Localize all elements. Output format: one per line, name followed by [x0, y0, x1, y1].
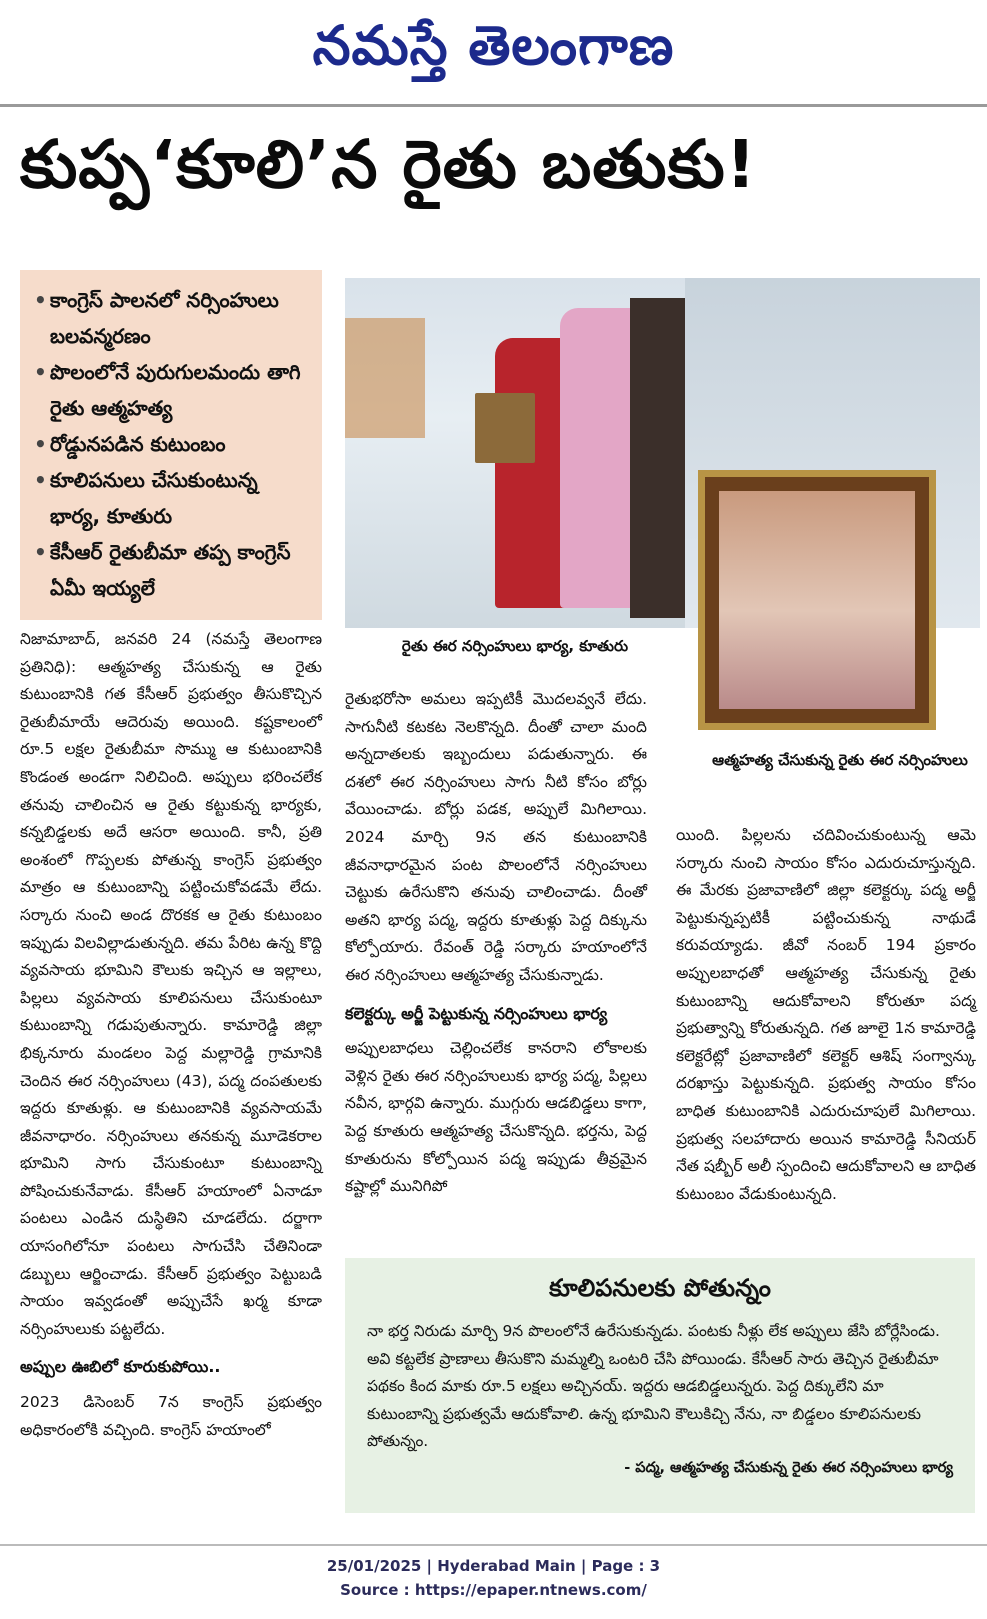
- highlight-item: • కూలిపనులు చేసుకుంటున్న భార్య, కూతురు: [36, 462, 312, 534]
- highlight-item: • పొలంలోనే పురుగులమందు తాగి రైతు ఆత్మహత్య: [36, 354, 312, 426]
- masthead-logo: నమస్తే తెలంగాణ: [312, 14, 675, 77]
- footer-divider: [0, 1544, 987, 1546]
- quote-attribution: - పద్మ, ఆత్మహత్య చేసుకున్న రైతు ఈర నర్సింహులు భార్య: [624, 1459, 953, 1476]
- highlight-item: • రోడ్డునపడిన కుటుంబం: [36, 426, 312, 462]
- article-subhead: కలెక్టర్కు అర్జీ పెట్టుకున్న నర్సింహులు భార్య: [345, 1003, 608, 1023]
- article-paragraph: రైతుభరోసా అమలు ఇప్పటికీ మొదలవ్వనే లేదు. సాగునీటి కటకట నెలకొన్నది. దీంతో చాలా మంది అన్నదాతలకు ఇబ్బందులు పడుతున్నారు. ఈ దశలో ఈర నర్సింహులు సాగు నీటి కోసం బోర్లు వేయించాడు. బోర్లు పడక, అప్పులే మిగిలాయి. 2024 మార్చి 9న తన కుటుంబానికి జీవనాధారమైన పంట పొలంలోనే నర్సింహులు చెట్టుకు ఉరేసుకొని తనువు చాలించాడు. దీంతో అతని భార్య పద్మ, ఇద్దరు కూతుళ్లు పెద్ద దిక్కును కోల్పోయారు. రేవంత్ రెడ్డి సర్కారు హయాంలోనే ఈర నర్సింహులు ఆత్మహత్య చేసుకున్నాడు.: [345, 690, 647, 984]
- footer: [0, 1554, 987, 1602]
- photo-caption: రైతు ఈర నర్సింహులు భార్య, కూతురు: [401, 637, 629, 655]
- masthead-divider: [0, 104, 987, 107]
- article-column-2: [345, 686, 647, 1201]
- masthead: [0, 0, 987, 100]
- portrait-photo: [719, 491, 915, 709]
- footer-source-link[interactable]: Source : https://epaper.ntnews.com/: [340, 1581, 647, 1599]
- portrait-caption: ఆత్మహత్య చేసుకున్న రైతు ఈర నర్సింహులు: [712, 751, 968, 769]
- photo-wife-daughter: [345, 278, 685, 628]
- portrait-frame: [698, 470, 936, 730]
- footer-edition-info: 25/01/2025 | Hyderabad Main | Page : 3: [326, 1557, 661, 1575]
- article-column-1: [20, 626, 322, 1444]
- article-paragraph: 2023 డిసెంబర్ 7న కాంగ్రెస్ ప్రభుత్వం అధికారంలోకి వచ్చింది. కాంగ్రెస్ హయాంలో: [20, 1393, 322, 1439]
- quote-text: నా భర్త నిరుడు మార్చి 9న పొలంలోనే ఉరేసుకున్నడు. పంటకు నీళ్లు లేక అప్పులు జేసి బోర్లేసిండు. అవి కట్టలేక ప్రాణాలు తీసుకొని మమ్మల్ని ఒంటరి చేసి పోయిండు. కేసీఆర్ సారు తెచ్చిన రైతుబీమా పథకం కింద మాకు రూ.5 లక్షలు అచ్చినయ్. ఇద్దరు ఆడబిడ్డలున్నరు. పెద్ద దిక్కులేని మా కుటుంబాన్ని ప్రభుత్వమే ఆదుకోవాలి. ఉన్న భూమిని కౌలుకిచ్చి నేను, నా బిడ్డలం కూలిపనులకు పోతున్నం.: [367, 1322, 940, 1450]
- quote-box: [345, 1258, 975, 1513]
- headline: కుప్ప‘కూలి’న రైతు బతుకు!: [20, 126, 757, 203]
- article-subhead: అప్పుల ఊబిలో కూరుకుపోయి..: [20, 1357, 221, 1377]
- highlight-item: • కాంగ్రెస్ పాలనలో నర్సింహులు బలవన్మరణం: [36, 282, 312, 354]
- highlights-box: [20, 270, 322, 620]
- article-paragraph: నిజామాబాద్, జనవరి 24 (నమస్తే తెలంగాణ ప్రతినిధి): ఆత్మహత్య చేసుకున్న ఆ రైతు కుటుంబానికి గత కేసీఆర్ ప్రభుత్వం తీసుకొచ్చిన రైతుబీమాయే ఆదెరువు అయింది. కష్టకాలంలో రూ.5 లక్షల రైతుబీమా సొమ్ము ఆ కుటుంబానికి కొండంత అండగా నిలిచింది. అప్పులు భరించలేక తనువు చాలించిన ఆ రైతు కట్టుకున్న భార్యకు, కన్నబిడ్డలకు అదే ఆసరా అయింది. కానీ, ప్రతి అంశంలో గొప్పలకు పోతున్న కాంగ్రెస్ ప్రభుత్వం మాత్రం ఆ కుటుంబాన్ని పట్టించుకోవడమే లేదు. సర్కారు నుంచి అండ దొరకక ఆ రైతు కుటుంబం ఇప్పుడు విలవిల్లాడుతున్నది. తమ పేరిట ఉన్న కొద్ది వ్యవసాయ భూమిని కౌలుకు ఇచ్చిన ఆ ఇల్లాలు, పిల్లలు వ్యవసాయ కూలిపనులు చేసుకుంటూ కుటుంబాన్ని గడుపుతున్నారు. కామారెడ్డి జిల్లా భిక్కనూరు మండలం పెద్ద మల్లారెడ్డి గ్రామానికి చెందిన ఈర నర్సింహులు (43), పద్మ దంపతులకు ఇద్దరు కూతుళ్లు. ఆ కుటుంబానికి వ్యవసాయమే జీవనాధారం. నర్సింహులు తనకున్న మూడెకరాల భూమిని సాగు చేసుకుంటూ కుటుంబాన్ని పోషించుకునేవాడు. కేసీఆర్ హయాంలో ఏనాడూ పంటలు ఎండిన దుస్థితిని చూడలేదు. దర్జాగా యాసంగిలోనూ పంటలు సాగుచేసి చేతినిండా డబ్బులు ఆర్జించాడు. కేసీఆర్ ప్రభుత్వం పెట్టుబడి సాయం ఇవ్వడంతో అప్పుచేసే ఖర్మ కూడా నర్సింహులుకు పట్టలేదు.: [20, 630, 322, 1338]
- quote-title: కూలిపనులకు పోతున్నం: [549, 1274, 771, 1302]
- article-column-3: [676, 822, 976, 1208]
- highlight-item: • కేసీఆర్ రైతుబీమా తప్ప కాంగ్రెస్ ఏమీ ఇయ్యలే: [36, 534, 312, 606]
- article-paragraph: అప్పులబాధలు చెల్లించలేక కానరాని లోకాలకు వెళ్లిన రైతు ఈర నర్సింహులుకు భార్య పద్మ, పిల్లలు నవీన, భార్గవి ఉన్నారు. ముగ్గురు ఆడబిడ్డలు కాగా, పెద్ద కూతురు ఆత్మహత్య చేసుకొన్నది. భర్తను, పెద్ద కూతురును కోల్పోయిన పద్మ ఇప్పుడు తీవ్రమైన కష్టాల్లో మునిగిపో: [345, 1039, 647, 1196]
- article-paragraph: యింది. పిల్లలను చదివించుకుంటున్న ఆమె సర్కారు నుంచి సాయం కోసం ఎదురుచూస్తున్నది. ఈ మేరకు ప్రజావాణిలో జిల్లా కలెక్టర్కు పద్మ అర్జీ పెట్టుకున్నప్పటికీ పట్టించుకున్న నాథుడే కరువయ్యాడు. జీవో నంబర్ 194 ప్రకారం అప్పులబాధతో ఆత్మహత్య చేసుకున్న రైతు కుటుంబాన్ని ఆదుకోవాలని కోరుతూ పద్మ ప్రభుత్వాన్ని కోరుతున్నది. గత జూలై 1న కామారెడ్డి కలెక్టరేట్లో ప్రజావాణిలో కలెక్టర్ ఆశిష్ సంగ్వాన్కు దరఖాస్తు పెట్టుకున్నది. ప్రభుత్వ సాయం కోసం బాధిత కుటుంబానికి ఎదురుచూపులే మిగిలాయి. ప్రభుత్వ సలహాదారు అయిన కామారెడ్డి సీనియర్ నేత షబ్బీర్ అలీ స్పందించి ఆదుకోవాలని ఆ బాధిత కుటుంబం వేడుకుంటున్నది.: [676, 826, 976, 1203]
